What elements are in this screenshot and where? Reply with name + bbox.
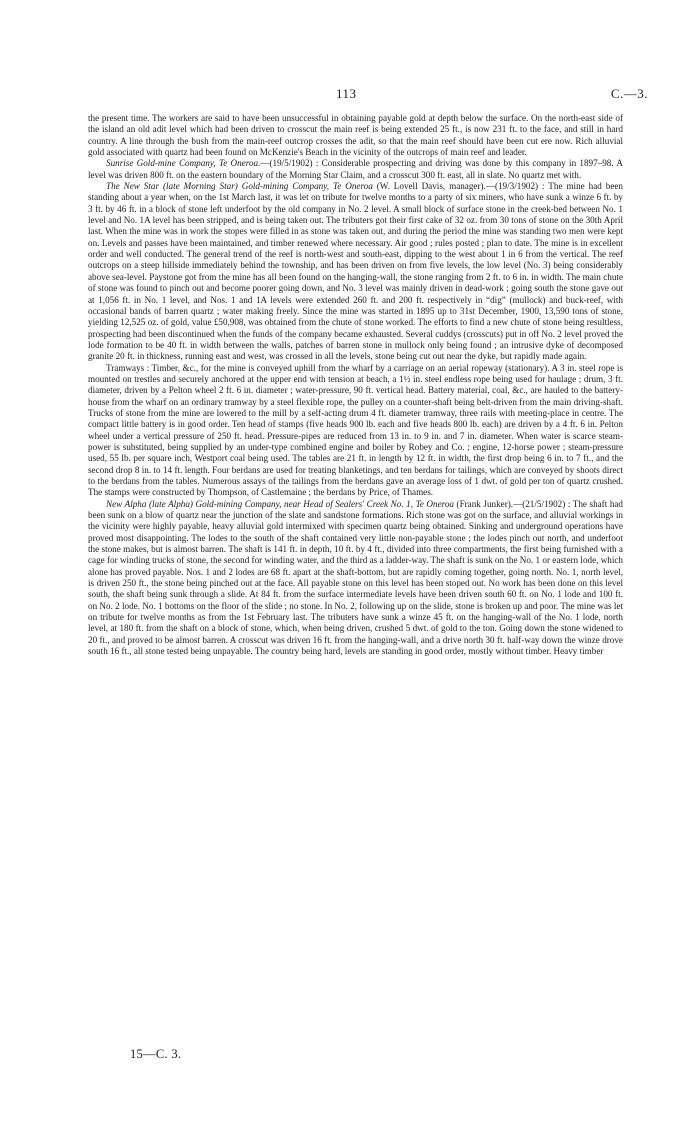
paragraph-title: New Alpha (late Alpha) Gold-mining Company, near Head of Sealers' Creek No. 1, Te Oneroa <box>106 498 454 509</box>
paragraph-text: —(19/5/1902) : Considerable prospecting and driving was done by this company in 1897–98. A level was driven 800 ft. on the eastern boundary of the Morning Star Claim, and a crosscut 300 ft. east, all in slate. No quartz met with. <box>88 158 623 180</box>
page-number: 113 <box>336 86 357 101</box>
paragraph-continuation <box>88 113 623 158</box>
paragraph-text: the present time. The workers are said to have been unsuccessful in obtaining payable gold at depth below the surface. On the north-east side of the island an old adit level which had been driven to crosscut the main reef is being extended 25 ft., is now 231 ft. to the face, and still in hard country. A line through the bush from the main-reef outcrop crosses the adit, so that the main reef should have been cut ere now. Rich alluvial gold associated with quartz had been found on McKenzie's Beach in the vicinity of the outcrops of main reef and leader. <box>88 113 623 158</box>
paragraph-text: (W. Lovell Davis, manager).—(19/3/1902) : The mine had been standing about a year when, on the 1st March last, it was let on tribute for twelve months to a party of six miners, who have sunk a winze 6 ft. by 3 ft. by 46 ft. in a block of stone left underfoot by the old company in No. 2 level. A small block of surface stone in the creek-bed between No. 1 level and No. 1A level has been stripped, and is being taken out. The tributers got their first cake of 32 oz. from 30 tons of stone on the 30th April last. When the mine was in work the stopes were filled in as stone was taken out, and during the period the mine was standing two men were kept on. Levels and passes have been maintained, and timber renewed where necessary. Air good ; rules posted ; plan to date. The mine is in excellent order and well conducted. The general trend of the reef is north-west and south-east, dipping to the west about 1 in 6 from the vertical. The reef outcrops on a steep hillside immediately behind the township, and has been driven on from five levels, the low level (No. 3) being considerably above sea-level. Paystone got from the mine has all been found on the hanging-wall, the stone ranging from 2 ft. to 6 in. in width. The main chute of stone was found to pinch out and become poorer going down, and No. 3 level was mainly driven in dead-work ; going south the stone gave out at 1,056 ft. in No. 1 level, and Nos. 1 and 1A levels were extended 260 ft. and 200 ft. respectively in “dig” (mullock) and buck-reef, with occasional bands of barren quartz ; water making freely. Since the mine was started in 1895 up to 31st December, 1900, 13,590 tons of stone, yielding 12,525 oz. of gold, value £50,908, was obtained from the chute of stone worked. The efforts to find a new chute of stone being resultless, prospecting had been discontinued when the funds of the company became exhausted. Several cuddys (crosscuts) put in off No. 2 level proved the lode formation to be 40 ft. in width between the walls, patches of barren stone in mullock only being found ; an intrusive dyke of decomposed granite 20 ft. in thickness, running east and west, was crossed in all the levels, stone being cut out near the dyke, but rapidly made again. <box>88 181 623 362</box>
paragraph-sunrise <box>88 158 623 181</box>
signature-mark: 15—C. 3. <box>130 1047 182 1061</box>
paragraph-title: The New Star (late Morning Star) Gold-mining Company, Te Oneroa <box>106 181 373 192</box>
paragraph-new-star <box>88 181 623 363</box>
paragraph-new-alpha <box>88 499 623 658</box>
paragraph-tramways <box>88 363 623 499</box>
paragraph-title: Sunrise Gold-mine Company, Te Oneroa. <box>106 158 261 169</box>
body-text <box>88 113 623 658</box>
paragraph-text: (Frank Junker).—(21/5/1902) : The shaft had been sunk on a blow of quartz near the junction of the slate and sandstone formations. Rich stone was got on the surface, and alluvial workings in the vicinity were highly payable, heavy alluvial gold intermixed with specimen quartz being obtained. Sinking and underground operations have proved most disappointing. The lodes to the south of the shaft contained very little non-payable stone ; the lodes pinch out north, and underfoot the stone makes, but is almost barren. The shaft is 141 ft. in depth, 10 ft. by 4 ft., divided into three compartments, the first being furnished with a cage for winding trucks of stone, the second for winding water, and the third as a ladder-way. The shaft is sunk on the No. 1 or eastern lode, which alone has proved payable. Nos. 1 and 2 lodes are 68 ft. apart at the shaft-bottom, but are rapidly coming together, going north. No. 1, north level, is driven 250 ft., the stone being pinched out at the face. All payable stone on this level has been stoped out. No work has been done on this level south, the shaft being sunk through a slide. At 84 ft. from the surface intermediate levels have been driven south 60 ft. on No. 1 lode and 100 ft. on No. 2 lode. No. 1 bottoms on the floor of the slide ; no stone. In No. 2, following up on the slide, stone is broken up and poor. The mine was let on tribute for twelve months as from the 1st February last. The tributers have sunk a winze 45 ft. on the hanging-wall of the No. 1 lode, north level, at 180 ft. from the shaft on a block of stone, which, when being driven, crushed 5 dwt. of gold to the ton. Going down the stone widened to 20 ft., and proved to be almost barren. A crosscut was driven 16 ft. from the hanging-wall, and a drive north 30 ft. half-way down the winze drove south 16 ft., all stone tested being unpayable. The country being hard, levels are standing in good order, mostly without timber. Heavy timber <box>88 498 623 657</box>
paragraph-text: Tramways : Timber, &c., for the mine is conveyed uphill from the wharf by a carriage on an aerial ropeway (stationary). A 3 in. steel rope is mounted on trestles and securely anchored at the upper end with tension at beach, a 1½ in. steel endless rope being used for haulage ; drum, 3 ft. diameter, driven by a Pelton wheel 2 ft. 6 in. diameter ; water-pressure, 90 ft. vertical head. Battery material, coal, &c., are hauled to the battery-house from the wharf on an ordinary tramway by a steel flexible rope, the pulley on a counter-shaft being belt-driven from the main driving-shaft. Trucks of stone from the mine are lowered to the mill by a self-acting drum 4 ft. diameter tramway, three rails with meeting-place in centre. The compact little battery is in good order. Ten head of stamps (five heads 900 lb. each and five heads 800 lb. each) are driven by a 4 ft. 6 in. Pelton wheel under a vertical pressure of 250 ft. head. Pressure-pipes are reduced from 13 in. to 9 in. and 7 in. diameter. When water is scarce steam-power is substituted, being supplied by an under-type combined engine and boiler by Robey and Co. ; engine, 12-horse power ; steam-pressure used, 55 lb. per square inch, Westport coal being used. The tables are 21 ft. in length by 12 ft. in width, the first drop being 6 in. to 7 ft., and the second drop 8 in. to 14 ft. length. Four berdans are used for treating blanketings, and ten berdans for tailings, which are conveyed by shoots direct to the berdans from the tables. Numerous assays of the tailings from the berdans gave an average loss of 1 dwt. of gold per ton of quartz crushed. The stamps were constructed by Thompson, of Castlemaine ; the berdans by Price, of Thames. <box>88 362 623 498</box>
report-reference: C.—3. <box>610 86 648 101</box>
